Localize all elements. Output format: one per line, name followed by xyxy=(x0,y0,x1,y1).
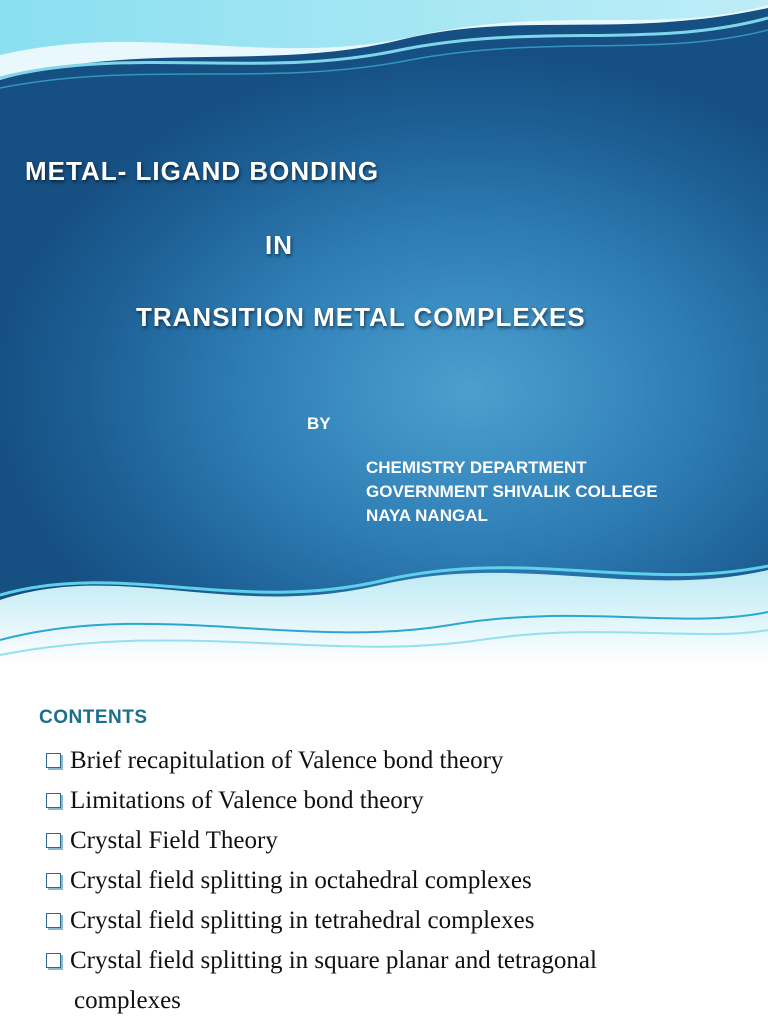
contents-list xyxy=(46,741,756,1021)
list-item-text: Crystal field splitting in tetrahedral complexes xyxy=(70,907,535,934)
list-item xyxy=(46,861,756,901)
list-item-text: Crystal Field Theory xyxy=(70,827,278,854)
list-item xyxy=(46,741,756,781)
list-item-text: Crystal field splitting in octahedral complexes xyxy=(70,867,532,894)
list-item-text: Brief recapitulation of Valence bond theory xyxy=(70,747,504,774)
list-item-text: Limitations of Valence bond theory xyxy=(70,787,424,814)
list-item-text: Crystal field splitting in square planar and tetragonal xyxy=(70,947,597,974)
title-line-2: IN xyxy=(265,230,293,260)
author-department: CHEMISTRY DEPARTMENT xyxy=(366,458,587,477)
checkbox-bullet-icon xyxy=(46,873,61,888)
author-college: GOVERNMENT SHIVALIK COLLEGE xyxy=(366,482,658,501)
contents-slide xyxy=(0,665,768,1024)
checkbox-bullet-icon xyxy=(46,753,61,768)
checkbox-bullet-icon xyxy=(46,913,61,928)
checkbox-bullet-icon xyxy=(46,953,61,968)
title-line-3: TRANSITION METAL COMPLEXES xyxy=(136,302,586,332)
by-label: BY xyxy=(307,414,331,433)
list-item xyxy=(46,901,756,941)
checkbox-bullet-icon xyxy=(46,793,61,808)
checkbox-bullet-icon xyxy=(46,833,61,848)
list-item-text-continuation: complexes xyxy=(74,987,181,1014)
list-item xyxy=(46,821,756,861)
list-item xyxy=(46,941,756,1021)
list-item xyxy=(46,781,756,821)
author-location: NAYA NANGAL xyxy=(366,506,488,525)
title-line-1: METAL- LIGAND BONDING xyxy=(25,156,380,186)
contents-heading: CONTENTS xyxy=(39,707,148,728)
